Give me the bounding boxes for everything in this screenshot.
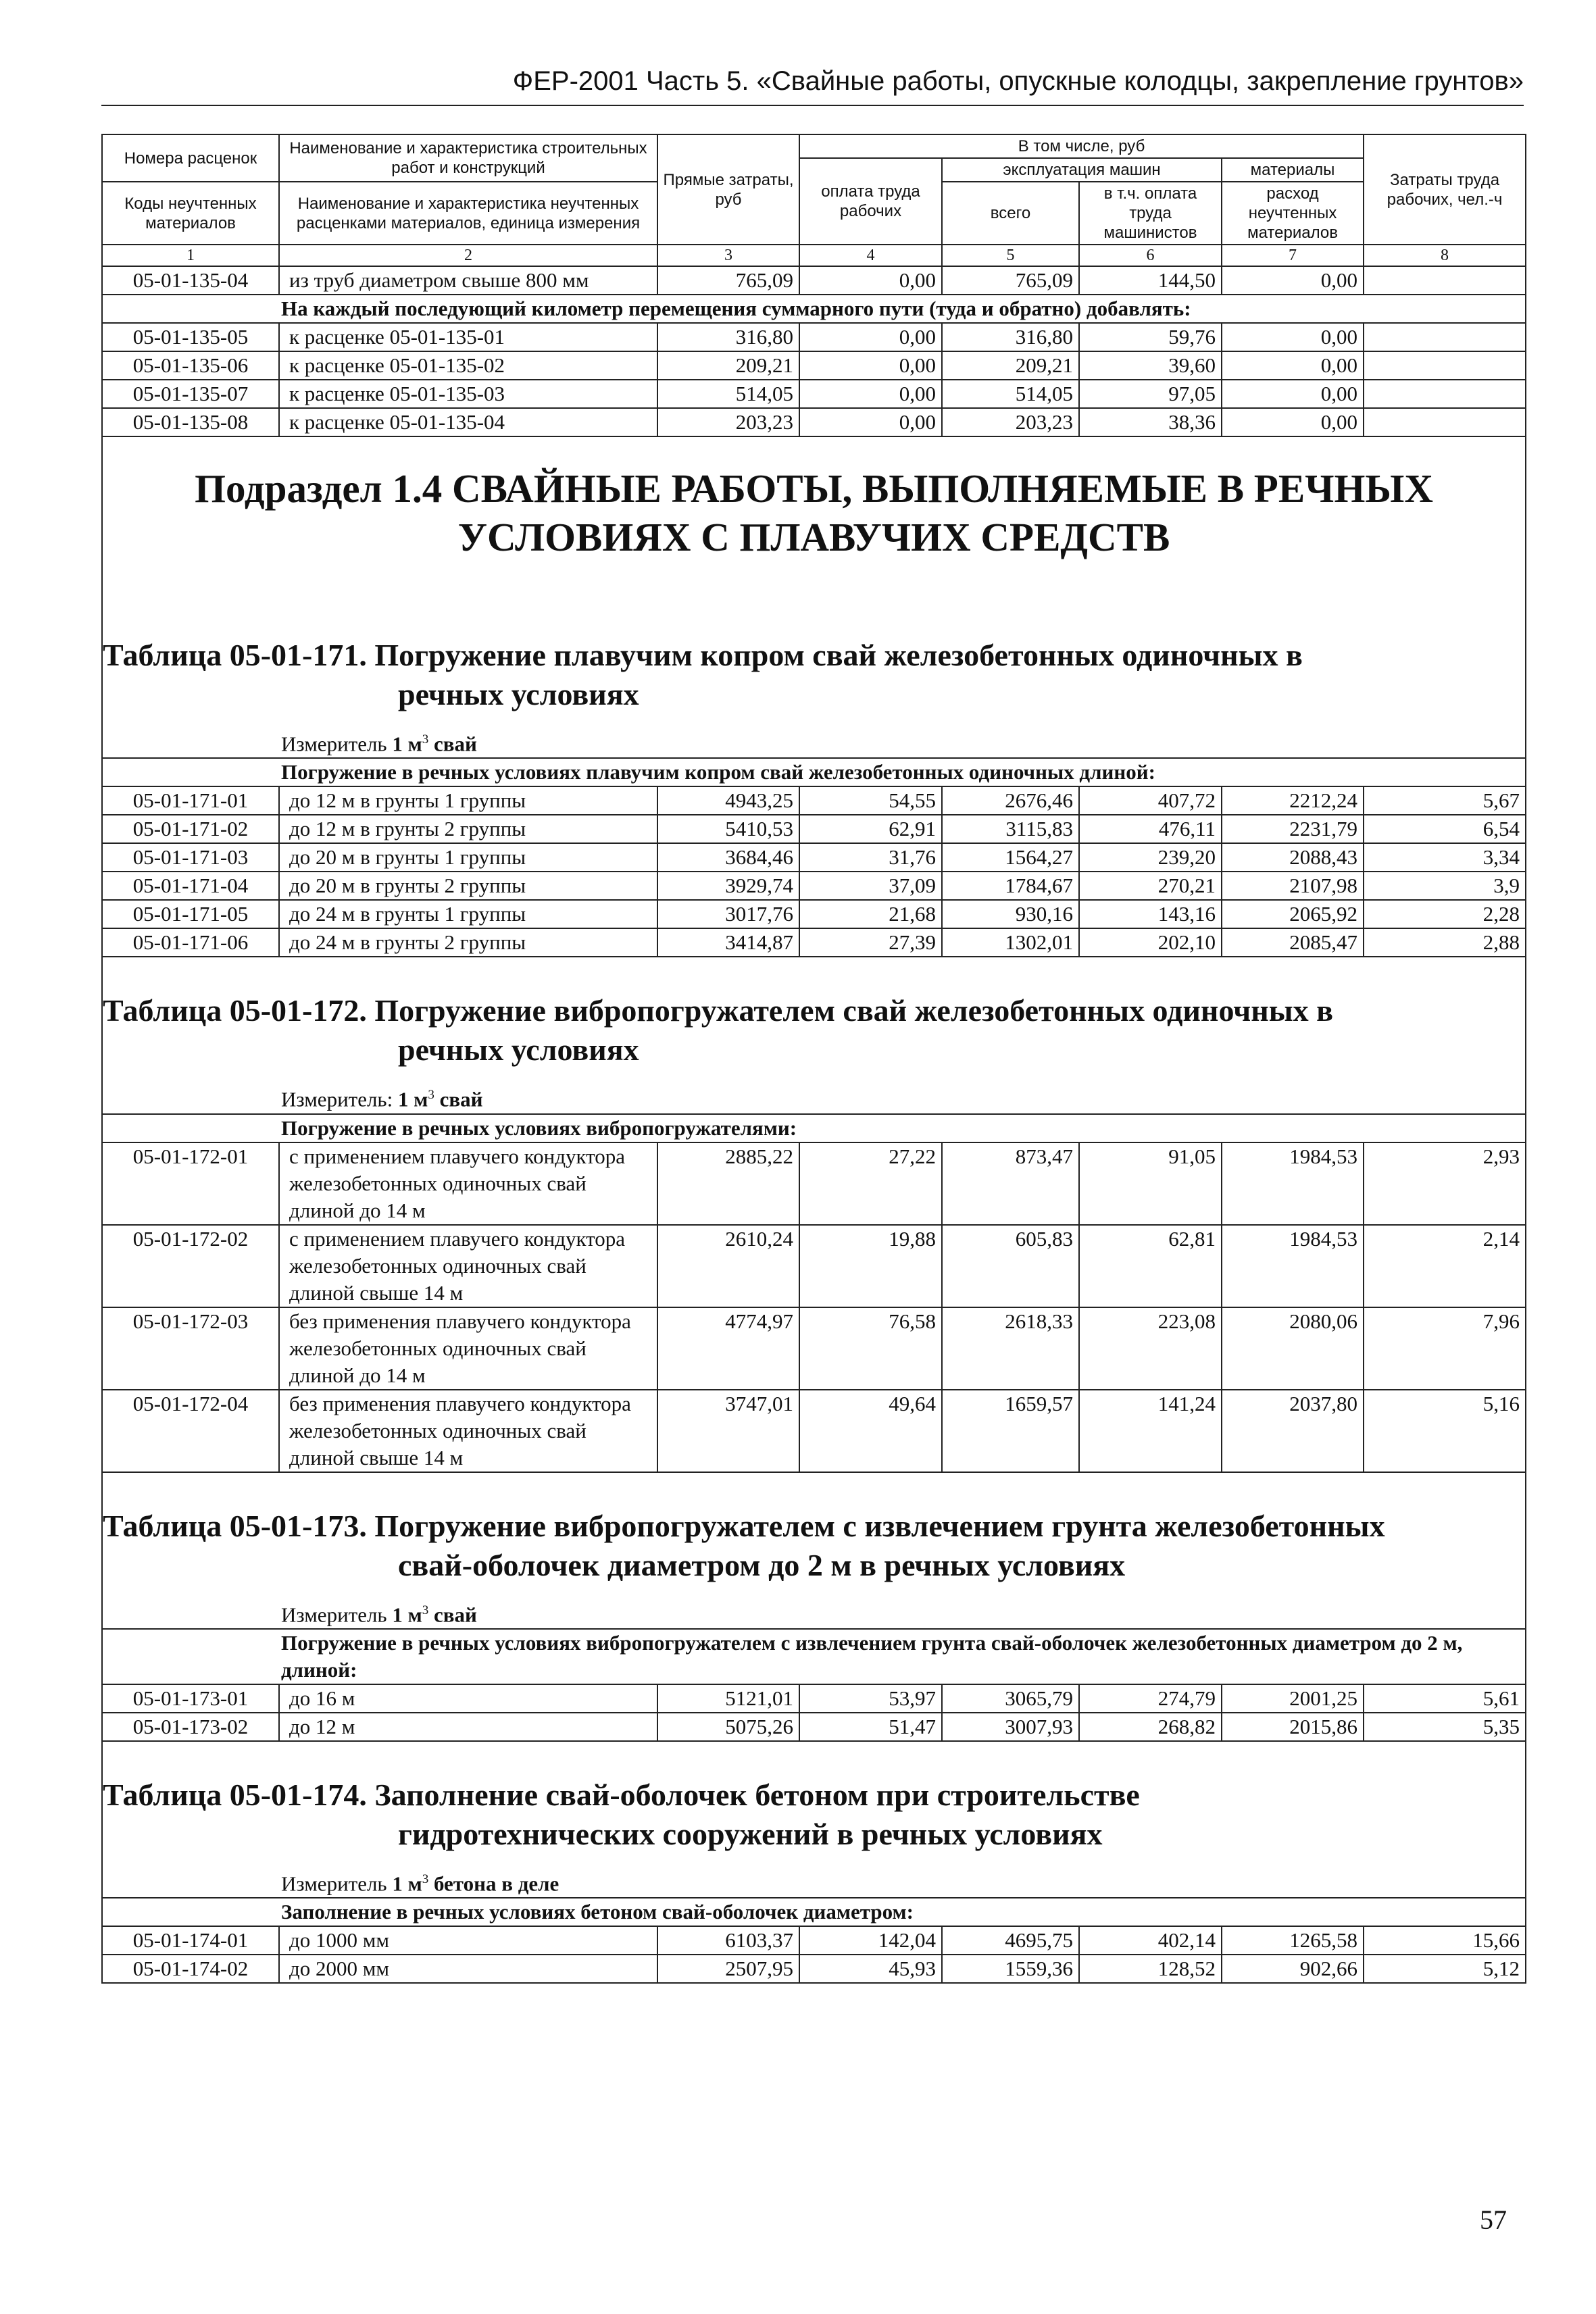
col-machines: эксплуатация машин xyxy=(942,158,1222,182)
machinist-pay: 402,14 xyxy=(1079,1926,1222,1955)
direct-cost: 514,05 xyxy=(657,380,799,408)
rate-name: до 2000 мм xyxy=(279,1955,657,1983)
measure-label: Измеритель xyxy=(281,1871,387,1896)
table-row xyxy=(102,266,1526,295)
table-row xyxy=(102,1307,1526,1390)
table-title xyxy=(103,957,1525,1072)
table-title-line1: Таблица 05-01-171. Погружение плавучим копром свай железобетонных одиночных в xyxy=(103,638,1303,672)
rate-name: с применением плавучего кондуктора железобетонных одиночных свай длиной свыше 14 м xyxy=(279,1225,657,1307)
materials-cost: 2107,98 xyxy=(1222,872,1364,900)
materials-cost: 1265,58 xyxy=(1222,1926,1364,1955)
labor-hours: 5,61 xyxy=(1364,1684,1526,1713)
labor-hours xyxy=(1364,266,1526,295)
group-heading: Погружение в речных условиях плавучим копром свай железобетонных одиночных длиной: xyxy=(102,758,1526,786)
direct-cost: 2507,95 xyxy=(657,1955,799,1983)
labor-hours xyxy=(1364,351,1526,380)
machines-total: 1564,27 xyxy=(942,843,1079,872)
col-machines-total: всего xyxy=(942,182,1079,245)
machines-total: 605,83 xyxy=(942,1225,1079,1307)
rates-table xyxy=(101,134,1526,1984)
machinist-pay: 128,52 xyxy=(1079,1955,1222,1983)
materials-cost: 2231,79 xyxy=(1222,815,1364,843)
labor-hours: 2,28 xyxy=(1364,900,1526,928)
labor-pay: 142,04 xyxy=(799,1926,942,1955)
machines-total: 765,09 xyxy=(942,266,1079,295)
col-name-bottom: Наименование и характеристика неучтенных расценками материалов, единица измерения xyxy=(279,182,657,245)
machines-total: 930,16 xyxy=(942,900,1079,928)
table-title xyxy=(103,1742,1525,1857)
table-heading-block-cell xyxy=(102,1741,1526,1898)
rate-name: до 1000 мм xyxy=(279,1926,657,1955)
measure-value: 1 м xyxy=(397,1087,428,1111)
subsection-line1: Подраздел 1.4 СВАЙНЫЕ РАБОТЫ, ВЫПОЛНЯЕМЫЕ В РЕЧНЫХ xyxy=(195,466,1433,511)
col-codes-top: Номера расценок xyxy=(102,134,279,182)
measure-unit-name: свай xyxy=(433,1602,477,1626)
rate-name: до 24 м в грунты 1 группы xyxy=(279,900,657,928)
machines-total: 1302,01 xyxy=(942,928,1079,957)
direct-cost: 203,23 xyxy=(657,408,799,436)
direct-cost: 316,80 xyxy=(657,323,799,351)
machinist-pay: 97,05 xyxy=(1079,380,1222,408)
rate-name: к расценке 05-01-135-03 xyxy=(279,380,657,408)
materials-cost: 2001,25 xyxy=(1222,1684,1364,1713)
col-codes-bottom: Коды неучтенных материалов xyxy=(102,182,279,245)
machinist-pay: 38,36 xyxy=(1079,408,1222,436)
machines-total: 1659,57 xyxy=(942,1390,1079,1472)
rate-name: до 24 м в грунты 2 группы xyxy=(279,928,657,957)
measure-unit-name: свай xyxy=(439,1087,483,1111)
table-heading-block xyxy=(102,602,1526,758)
direct-cost: 3414,87 xyxy=(657,928,799,957)
labor-pay: 31,76 xyxy=(799,843,942,872)
page-number: 57 xyxy=(1480,2205,1507,2235)
table-title xyxy=(103,602,1525,717)
table-heading-block-cell xyxy=(102,602,1526,758)
materials-cost: 2015,86 xyxy=(1222,1713,1364,1741)
rate-code: 05-01-171-01 xyxy=(102,786,279,815)
labor-pay: 37,09 xyxy=(799,872,942,900)
table-row xyxy=(102,323,1526,351)
col-machinist-pay: в т.ч. оплата труда машинистов xyxy=(1079,182,1222,245)
rate-name: до 12 м в грунты 1 группы xyxy=(279,786,657,815)
labor-hours: 5,16 xyxy=(1364,1390,1526,1472)
table-row xyxy=(102,1684,1526,1713)
labor-hours xyxy=(1364,408,1526,436)
machines-total: 1559,36 xyxy=(942,1955,1079,1983)
direct-cost: 3017,76 xyxy=(657,900,799,928)
table-row xyxy=(102,928,1526,957)
rate-name: из труб диаметром свыше 800 мм xyxy=(279,266,657,295)
table-row xyxy=(102,1390,1526,1472)
group-row xyxy=(102,758,1526,786)
table-title-line2: свай-оболочек диаметром до 2 м в речных условиях xyxy=(398,1547,1126,1582)
materials-cost: 2037,80 xyxy=(1222,1390,1364,1472)
machinist-pay: 202,10 xyxy=(1079,928,1222,957)
labor-pay: 62,91 xyxy=(799,815,942,843)
table-row xyxy=(102,900,1526,928)
labor-hours: 7,96 xyxy=(1364,1307,1526,1390)
machines-total: 203,23 xyxy=(942,408,1079,436)
materials-cost: 2088,43 xyxy=(1222,843,1364,872)
rate-code: 05-01-171-02 xyxy=(102,815,279,843)
rate-code: 05-01-172-02 xyxy=(102,1225,279,1307)
measure-unit xyxy=(103,1588,1525,1628)
labor-hours: 5,35 xyxy=(1364,1713,1526,1741)
labor-pay: 49,64 xyxy=(799,1390,942,1472)
measure-unit xyxy=(103,1857,1525,1897)
machinist-pay: 239,20 xyxy=(1079,843,1222,872)
rate-code: 05-01-135-07 xyxy=(102,380,279,408)
machinist-pay: 62,81 xyxy=(1079,1225,1222,1307)
rate-name: к расценке 05-01-135-02 xyxy=(279,351,657,380)
direct-cost: 3684,46 xyxy=(657,843,799,872)
group-row xyxy=(102,1114,1526,1142)
labor-pay: 0,00 xyxy=(799,351,942,380)
measure-sup: 3 xyxy=(422,1603,429,1617)
labor-pay: 0,00 xyxy=(799,408,942,436)
machinist-pay: 274,79 xyxy=(1079,1684,1222,1713)
rate-code: 05-01-135-05 xyxy=(102,323,279,351)
machines-total: 3065,79 xyxy=(942,1684,1079,1713)
machinist-pay: 407,72 xyxy=(1079,786,1222,815)
rate-code: 05-01-172-01 xyxy=(102,1142,279,1225)
labor-hours xyxy=(1364,323,1526,351)
materials-cost: 2212,24 xyxy=(1222,786,1364,815)
col-materials: материалы xyxy=(1222,158,1364,182)
table-title-line1: Таблица 05-01-174. Заполнение свай-оболочек бетоном при строительстве xyxy=(103,1777,1140,1812)
measure-sup: 3 xyxy=(422,732,429,747)
measure-value: 1 м xyxy=(392,732,422,756)
rate-code: 05-01-173-01 xyxy=(102,1684,279,1713)
labor-pay: 53,97 xyxy=(799,1684,942,1713)
machines-total: 1784,67 xyxy=(942,872,1079,900)
direct-cost: 2610,24 xyxy=(657,1225,799,1307)
rate-name: с применением плавучего кондуктора железобетонных одиночных свай длиной до 14 м xyxy=(279,1142,657,1225)
col-number: 3 xyxy=(657,245,799,266)
machines-total: 873,47 xyxy=(942,1142,1079,1225)
rate-code: 05-01-174-01 xyxy=(102,1926,279,1955)
table-row xyxy=(102,1955,1526,1983)
group-row xyxy=(102,1629,1526,1684)
machinist-pay: 268,82 xyxy=(1079,1713,1222,1741)
machinist-pay: 223,08 xyxy=(1079,1307,1222,1390)
machines-total: 316,80 xyxy=(942,323,1079,351)
measure-label: Измеритель xyxy=(281,732,387,756)
machines-total: 209,21 xyxy=(942,351,1079,380)
table-row xyxy=(102,1142,1526,1225)
labor-pay: 0,00 xyxy=(799,380,942,408)
rate-code: 05-01-135-06 xyxy=(102,351,279,380)
rate-code: 05-01-172-04 xyxy=(102,1390,279,1472)
rate-name: до 12 м xyxy=(279,1713,657,1741)
col-name-top: Наименование и характеристика строительных работ и конструкций xyxy=(279,134,657,182)
labor-hours: 2,14 xyxy=(1364,1225,1526,1307)
rate-name: к расценке 05-01-135-01 xyxy=(279,323,657,351)
labor-hours: 3,9 xyxy=(1364,872,1526,900)
table-row xyxy=(102,1225,1526,1307)
rate-name: без применения плавучего кондуктора железобетонных одиночных свай длиной свыше 14 м xyxy=(279,1390,657,1472)
table-heading-block xyxy=(102,1472,1526,1629)
subsection-line2: УСЛОВИЯХ С ПЛАВУЧИХ СРЕДСТВ xyxy=(457,515,1170,559)
table-row xyxy=(102,872,1526,900)
measure-unit xyxy=(103,717,1525,757)
machinist-pay: 141,24 xyxy=(1079,1390,1222,1472)
rate-code: 05-01-173-02 xyxy=(102,1713,279,1741)
machinist-pay: 59,76 xyxy=(1079,323,1222,351)
col-materials-sub: расход неучтенных материалов xyxy=(1222,182,1364,245)
labor-pay: 27,22 xyxy=(799,1142,942,1225)
group-heading: Заполнение в речных условиях бетоном свай-оболочек диаметром: xyxy=(102,1898,1526,1926)
direct-cost: 3747,01 xyxy=(657,1390,799,1472)
table-heading-block-cell xyxy=(102,957,1526,1113)
rate-code: 05-01-171-06 xyxy=(102,928,279,957)
group-heading: На каждый последующий километр перемещения суммарного пути (туда и обратно) добавлять: xyxy=(102,295,1526,323)
header-row-1 xyxy=(102,134,1526,158)
column-numbers-row xyxy=(102,245,1526,266)
table-row xyxy=(102,380,1526,408)
labor-pay: 19,88 xyxy=(799,1225,942,1307)
direct-cost: 765,09 xyxy=(657,266,799,295)
machines-total: 3007,93 xyxy=(942,1713,1079,1741)
measure-unit-name: свай xyxy=(433,732,477,756)
rate-code: 05-01-174-02 xyxy=(102,1955,279,1983)
direct-cost: 2885,22 xyxy=(657,1142,799,1225)
machines-total: 2618,33 xyxy=(942,1307,1079,1390)
labor-hours: 5,67 xyxy=(1364,786,1526,815)
rate-code: 05-01-172-03 xyxy=(102,1307,279,1390)
labor-hours: 15,66 xyxy=(1364,1926,1526,1955)
table-title-line2: речных условиях xyxy=(398,677,639,711)
col-number: 2 xyxy=(279,245,657,266)
materials-cost: 2085,47 xyxy=(1222,928,1364,957)
direct-cost: 5075,26 xyxy=(657,1713,799,1741)
materials-cost: 0,00 xyxy=(1222,380,1364,408)
rate-code: 05-01-171-03 xyxy=(102,843,279,872)
labor-pay: 21,68 xyxy=(799,900,942,928)
machinist-pay: 143,16 xyxy=(1079,900,1222,928)
table-title xyxy=(103,1473,1525,1588)
measure-unit-name: бетона в деле xyxy=(433,1871,559,1896)
table-heading-block xyxy=(102,1741,1526,1898)
labor-hours: 5,12 xyxy=(1364,1955,1526,1983)
machinist-pay: 144,50 xyxy=(1079,266,1222,295)
table-heading-block xyxy=(102,957,1526,1113)
rate-code: 05-01-171-04 xyxy=(102,872,279,900)
col-number: 6 xyxy=(1079,245,1222,266)
table-row xyxy=(102,815,1526,843)
machines-total: 4695,75 xyxy=(942,1926,1079,1955)
measure-sup: 3 xyxy=(422,1871,429,1886)
col-number: 1 xyxy=(102,245,279,266)
col-direct: Прямые затраты, руб xyxy=(657,134,799,245)
machines-total: 3115,83 xyxy=(942,815,1079,843)
labor-pay: 0,00 xyxy=(799,323,942,351)
materials-cost: 0,00 xyxy=(1222,408,1364,436)
labor-hours: 3,34 xyxy=(1364,843,1526,872)
labor-hours: 2,88 xyxy=(1364,928,1526,957)
rate-code: 05-01-171-05 xyxy=(102,900,279,928)
labor-pay: 51,47 xyxy=(799,1713,942,1741)
table-row xyxy=(102,1713,1526,1741)
table-title-line2: гидротехнических сооружений в речных условиях xyxy=(398,1816,1103,1851)
rate-name: без применения плавучего кондуктора железобетонных одиночных свай длиной до 14 м xyxy=(279,1307,657,1390)
measure-value: 1 м xyxy=(392,1602,422,1626)
table-row xyxy=(102,408,1526,436)
direct-cost: 4943,25 xyxy=(657,786,799,815)
direct-cost: 209,21 xyxy=(657,351,799,380)
col-number: 7 xyxy=(1222,245,1364,266)
col-number: 8 xyxy=(1364,245,1526,266)
materials-cost: 1984,53 xyxy=(1222,1142,1364,1225)
direct-cost: 5121,01 xyxy=(657,1684,799,1713)
group-heading: Погружение в речных условиях вибропогружателем с извлечением грунта свай-оболочек железобетонных диаметром до 2 м, длиной: xyxy=(102,1629,1526,1684)
materials-cost: 1984,53 xyxy=(1222,1225,1364,1307)
materials-cost: 0,00 xyxy=(1222,266,1364,295)
machinist-pay: 91,05 xyxy=(1079,1142,1222,1225)
materials-cost: 0,00 xyxy=(1222,351,1364,380)
materials-cost: 2065,92 xyxy=(1222,900,1364,928)
machinist-pay: 270,21 xyxy=(1079,872,1222,900)
group-row xyxy=(102,295,1526,323)
col-labor-cost: Затраты труда рабочих, чел.-ч xyxy=(1364,134,1526,245)
table-row xyxy=(102,843,1526,872)
col-labor-pay: оплата труда рабочих xyxy=(799,158,942,245)
table-row xyxy=(102,351,1526,380)
rate-name: до 20 м в грунты 2 группы xyxy=(279,872,657,900)
machines-total: 2676,46 xyxy=(942,786,1079,815)
group-row xyxy=(102,1898,1526,1926)
measure-value: 1 м xyxy=(392,1871,422,1896)
subsection-title xyxy=(103,437,1525,602)
subsection-block-cell xyxy=(102,436,1526,602)
labor-hours xyxy=(1364,380,1526,408)
labor-hours: 6,54 xyxy=(1364,815,1526,843)
measure-label: Измеритель xyxy=(281,1602,387,1626)
table-row xyxy=(102,786,1526,815)
direct-cost: 4774,97 xyxy=(657,1307,799,1390)
running-header: ФЕР-2001 Часть 5. «Свайные работы, опускные колодцы, закрепление грунтов» xyxy=(101,66,1524,106)
table-row xyxy=(102,1926,1526,1955)
col-number: 5 xyxy=(942,245,1079,266)
table-heading-block-cell xyxy=(102,1472,1526,1629)
labor-pay: 45,93 xyxy=(799,1955,942,1983)
direct-cost: 3929,74 xyxy=(657,872,799,900)
col-including: В том числе, руб xyxy=(799,134,1364,158)
materials-cost: 902,66 xyxy=(1222,1955,1364,1983)
rate-name: до 20 м в грунты 1 группы xyxy=(279,843,657,872)
machinist-pay: 476,11 xyxy=(1079,815,1222,843)
subsection-block xyxy=(102,436,1526,602)
materials-cost: 0,00 xyxy=(1222,323,1364,351)
labor-hours: 2,93 xyxy=(1364,1142,1526,1225)
rate-name: до 16 м xyxy=(279,1684,657,1713)
labor-pay: 0,00 xyxy=(799,266,942,295)
rate-code: 05-01-135-08 xyxy=(102,408,279,436)
rate-name: к расценке 05-01-135-04 xyxy=(279,408,657,436)
materials-cost: 2080,06 xyxy=(1222,1307,1364,1390)
measure-sup: 3 xyxy=(428,1088,434,1103)
measure-unit xyxy=(103,1072,1525,1113)
direct-cost: 6103,37 xyxy=(657,1926,799,1955)
group-heading: Погружение в речных условиях вибропогружателями: xyxy=(102,1114,1526,1142)
direct-cost: 5410,53 xyxy=(657,815,799,843)
labor-pay: 76,58 xyxy=(799,1307,942,1390)
machinist-pay: 39,60 xyxy=(1079,351,1222,380)
measure-label: Измеритель: xyxy=(281,1087,393,1111)
machines-total: 514,05 xyxy=(942,380,1079,408)
labor-pay: 27,39 xyxy=(799,928,942,957)
rate-name: до 12 м в грунты 2 группы xyxy=(279,815,657,843)
col-number: 4 xyxy=(799,245,942,266)
labor-pay: 54,55 xyxy=(799,786,942,815)
table-title-line2: речных условиях xyxy=(398,1032,639,1067)
table-title-line1: Таблица 05-01-173. Погружение вибропогружателем с извлечением грунта железобетонных xyxy=(103,1508,1385,1543)
table-title-line1: Таблица 05-01-172. Погружение вибропогружателем свай железобетонных одиночных в xyxy=(103,993,1333,1028)
rate-code: 05-01-135-04 xyxy=(102,266,279,295)
